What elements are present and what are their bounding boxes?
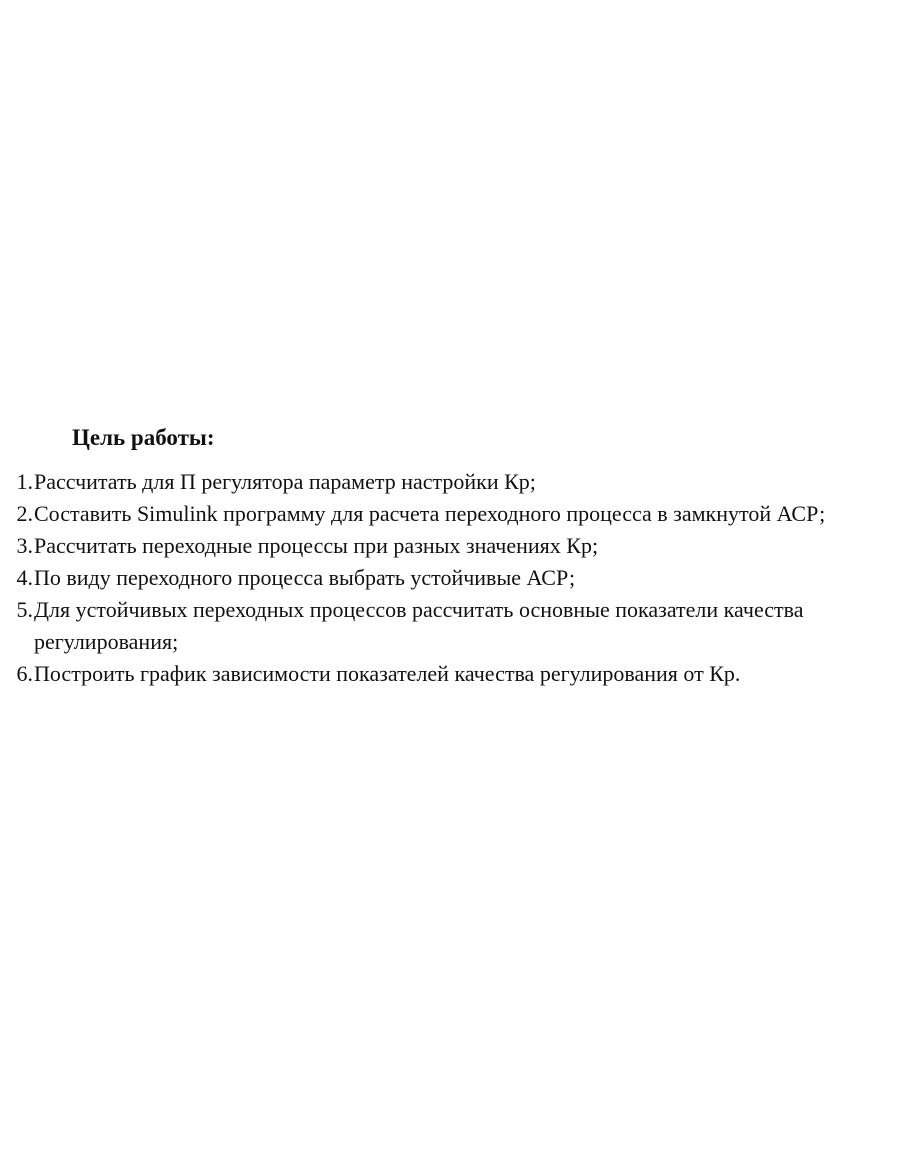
list-item-number: 6. bbox=[16, 661, 33, 686]
list-item-number: 3. bbox=[16, 533, 33, 558]
list-item bbox=[0, 530, 906, 562]
section-heading: Цель работы: bbox=[72, 425, 215, 450]
goals-list bbox=[0, 466, 906, 690]
list-item bbox=[0, 658, 906, 690]
list-item bbox=[0, 498, 906, 530]
list-item-text: Построить график зависимости показателей качества регулирования от Кр. bbox=[34, 661, 741, 686]
list-item-text: По виду переходного процесса выбрать устойчивые АСР; bbox=[34, 565, 576, 590]
list-item bbox=[0, 562, 906, 594]
list-item-text: Для устойчивых переходных процессов рассчитать основные показатели качества регулирования; bbox=[34, 597, 804, 654]
list-item-text: Составить Simulink программу для расчета переходного процесса в замкнутой АСР; bbox=[34, 501, 826, 526]
list-item-number: 4. bbox=[16, 565, 33, 590]
list-item-text: Рассчитать для П регулятора параметр настройки Кр; bbox=[34, 469, 536, 494]
list-item bbox=[0, 466, 906, 498]
list-item bbox=[0, 594, 906, 658]
list-item-number: 2. bbox=[16, 501, 33, 526]
list-item-number: 5. bbox=[16, 597, 33, 622]
list-item-text: Рассчитать переходные процессы при разных значениях Кр; bbox=[34, 533, 599, 558]
list-item-number: 1. bbox=[16, 469, 33, 494]
